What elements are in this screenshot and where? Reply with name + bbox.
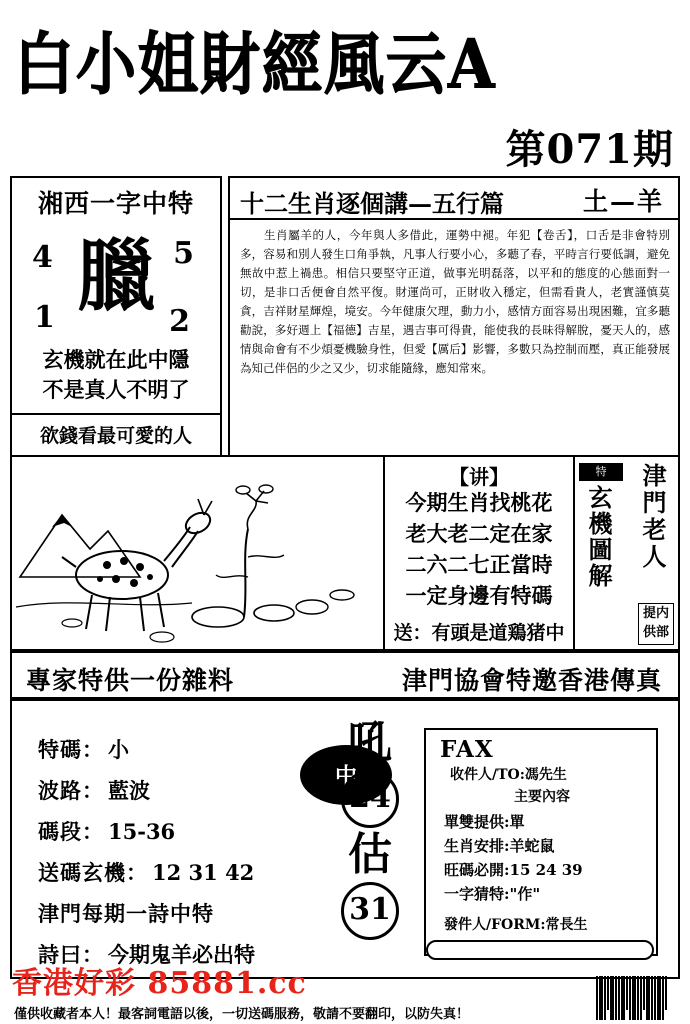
fax-line: 生肖安排:羊蛇鼠 (444, 837, 555, 855)
fax-line: 一字猜特:"作" (444, 885, 541, 903)
verse-lines (385, 487, 573, 611)
tip-label: 波路： (38, 778, 104, 803)
fax-paper (424, 728, 658, 956)
howl-character-2: 估 (348, 829, 392, 880)
list-item (38, 893, 318, 934)
emblem-character: 中 (334, 763, 358, 790)
strip-subtitle: 玄機圖解 (584, 485, 613, 589)
article-title: 十二生肖逐個講—五行篇 (240, 189, 504, 218)
fax-content (444, 810, 644, 906)
article-body: 生肖屬羊的人，今年與人多借此，運勢中褪。年犯【卷舌】，口舌是非會特別多，容易和別人發生口角爭執，凡事人行要小心，多聽了春，平時言行要低調，避免無故中惹上禍患。相信只要堅守正道，做事光明磊落，以平和的態度的心態面對一切，是非口舌便會自然平復。財運尚可，正財收入穩定，但需看貴人，老實謹慎莫貪，吉祥財星輝煌，境安。今年健康欠理，動力小，感情方面容易出現困難，宜多聽勸說，多好週上【福德】吉星，遇吉事可得貴，能使我的長昧得解脫，憂天人的，感情與命會有不少煩憂機驗身性，但愛【厲后】影響，多數只為控制而壓，真正能發展為知己伴侶的少之又少，切求能隨緣，應知常來。 (240, 228, 670, 375)
band-row (10, 651, 680, 699)
circle-number-bottom: 31 (341, 882, 399, 940)
verse-line: 一定身邊有特碼 (405, 583, 553, 608)
circle-number-top: 24 (341, 770, 399, 828)
article-divider (230, 218, 678, 220)
fax-subject: 主要內容 (514, 789, 570, 805)
article-header (230, 178, 678, 218)
riddle-number-top-right: 5 (173, 236, 194, 271)
deer-landscape-icon (12, 457, 383, 649)
riddle-number-bottom-right: 2 (169, 304, 190, 339)
tip-label: 碼段： (38, 819, 104, 844)
tip-label: 特碼： (38, 737, 104, 762)
riddle-line-3: 不是真人不明了 (42, 377, 190, 402)
tip-label: 送碼玄機： (38, 860, 148, 885)
verse-line: 二六二七正當時 (405, 552, 553, 577)
fax-title: FAX (440, 736, 494, 763)
watermark: 香港好彩 85881.cc (12, 966, 307, 1001)
list-item (38, 852, 318, 893)
strip-note-box: 提内供部 (638, 603, 674, 645)
fax-line: 單雙提供:單 (444, 813, 525, 831)
illustration-box (10, 455, 385, 651)
fax-sender: 發件人/FORM:常長生 (444, 917, 588, 933)
riddle-number-bottom-left: 1 (34, 300, 55, 335)
fax-note (424, 728, 658, 956)
fax-recipient: 收件人/TO:馮先生 (450, 767, 567, 783)
tip-value: 12 31 42 (152, 860, 255, 885)
masthead (14, 25, 676, 105)
band-right-text: 津門協會特邀香港傳真 (401, 666, 662, 695)
footer-note: 僅供收藏者本人！最客詞電語以後，一切送碼服務，敬請不要翻印，以防失真！ (14, 1007, 470, 1022)
riddle-number-top-left: 4 (32, 240, 53, 275)
tip-label: 津門每期一詩中特 (38, 901, 214, 926)
money-hint-text: 欲錢看最可愛的人 (39, 425, 192, 447)
tip-value: 小 (108, 737, 129, 762)
seal-icon: 特 (579, 463, 623, 481)
tips-list (38, 729, 318, 975)
fax-paper-roll (426, 940, 654, 960)
side-strip (575, 455, 680, 651)
page-title: 白小姐財經風云A (14, 25, 497, 105)
barcode (596, 976, 682, 1020)
issue-number: 第071期 (505, 126, 674, 173)
verse-line: 老大老二定在家 (405, 521, 553, 546)
article-box (228, 176, 680, 457)
list-item (38, 770, 318, 811)
article-tag: 土—羊 (582, 187, 664, 216)
riddle-big-character: 臘 (76, 231, 156, 322)
money-hint-box (10, 413, 222, 457)
howl-column (322, 718, 418, 942)
list-item (38, 729, 318, 770)
band-left-text: 專家特供一份雜料 (26, 666, 235, 695)
strip-title: 津門老人 (638, 463, 667, 571)
verse-send-line: 送：有頭是道鶏猪中 (393, 622, 565, 644)
tip-value: 今期鬼羊必出特 (108, 942, 255, 967)
tip-label: 詩曰： (38, 942, 104, 967)
riddle-headline: 湘西一字中特 (37, 189, 194, 218)
fax-line: 旺碼必開:15 24 39 (444, 861, 583, 879)
verse-box (385, 455, 575, 651)
verse-heading: 【讲】 (449, 465, 509, 489)
tip-value: 藍波 (108, 778, 150, 803)
verse-line: 今期生肖找桃花 (405, 490, 553, 515)
howl-character: 吼 (348, 717, 392, 768)
list-item (38, 811, 318, 852)
tip-value: 15-36 (108, 819, 176, 844)
riddle-box (10, 176, 222, 424)
riddle-line-2: 玄機就在此中隱 (42, 347, 190, 372)
